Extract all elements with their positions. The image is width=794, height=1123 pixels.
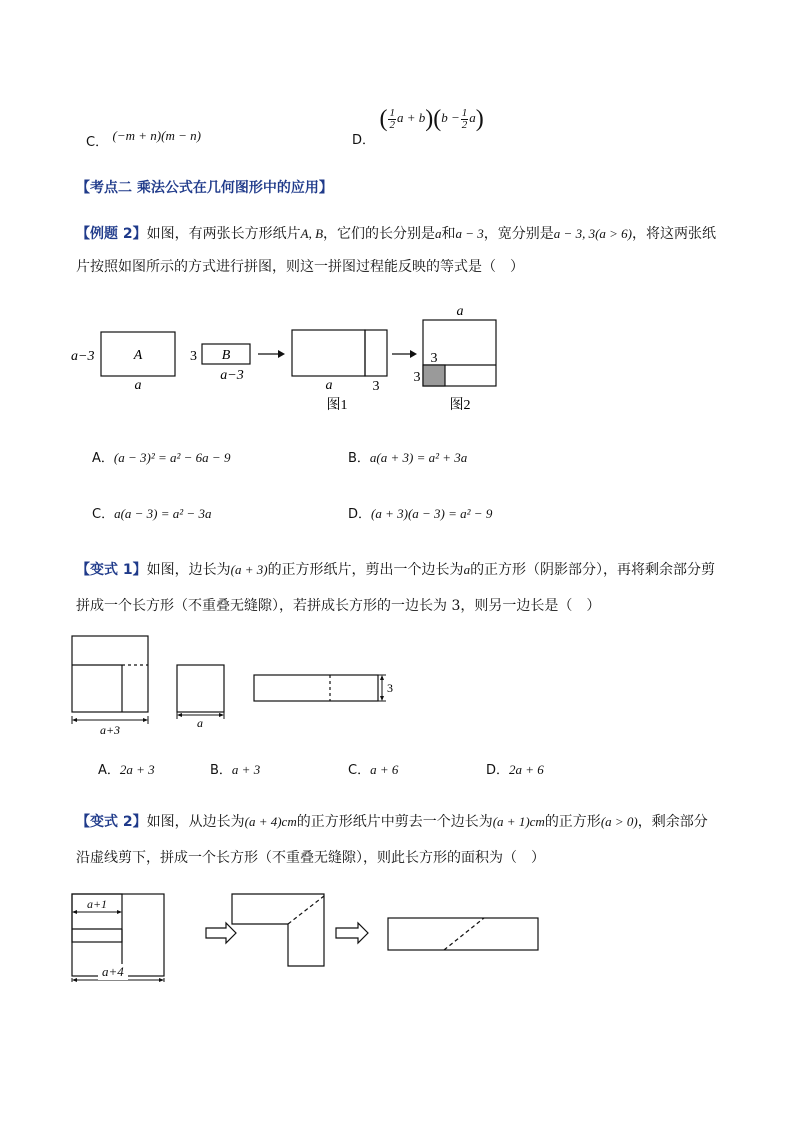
long-rectangle bbox=[254, 675, 378, 701]
label-b: B bbox=[221, 348, 231, 363]
v1-option-d: D．2a + 6 bbox=[486, 762, 544, 778]
option-c-row bbox=[86, 128, 201, 153]
variant2-figure bbox=[66, 886, 546, 986]
example2-line2: 片按照如图所示的方式进行拼图，则这一拼图过程能反映的等式是（ ） bbox=[76, 259, 524, 275]
variant-tag: 【变式 1】 bbox=[76, 562, 147, 578]
fig2-inner-3: 3 bbox=[430, 351, 438, 366]
label-b-side: 3 bbox=[190, 349, 197, 364]
fig2-shaded-square bbox=[423, 365, 445, 386]
label-a-bottom: a bbox=[134, 378, 142, 393]
option-d: D．(a + 3)(a − 3) = a² − 9 bbox=[348, 506, 493, 522]
label-a: A bbox=[133, 348, 143, 363]
option-expression: (−m + n)(m − n) bbox=[112, 128, 201, 143]
example2-figure bbox=[66, 300, 516, 418]
fig1-bottom-3: 3 bbox=[372, 379, 380, 394]
example-tag: 【例题 2】 bbox=[76, 226, 147, 242]
option-a: A．(a − 3)² = a² − 6a − 9 bbox=[92, 450, 231, 466]
example2-line1: 【例题 2】如图，有两张长方形纸片A, B，它们的长分别是a和a − 3，宽分别是a − 3, 3(a > 6)，将这两张纸 bbox=[76, 226, 716, 242]
fig2-left-3: 3 bbox=[413, 370, 421, 385]
fig1-right bbox=[365, 330, 387, 376]
fig2-caption: 图2 bbox=[449, 398, 471, 413]
variant1-figure bbox=[66, 630, 396, 740]
arrow-2-head bbox=[410, 350, 417, 358]
big-square bbox=[72, 636, 148, 712]
fig1-left bbox=[292, 330, 365, 376]
option-letter: C． bbox=[86, 135, 109, 150]
label-a-side: a−3 bbox=[71, 349, 95, 364]
v2-bottom-label: a+4 bbox=[98, 964, 128, 980]
variant1-line2: 拼成一个长方形（不重叠无缝隙），若拼成长方形的一边长为 3，则另一边长是（ ） bbox=[76, 598, 601, 614]
fig1-caption: 图1 bbox=[326, 398, 348, 413]
v1-option-c: C．a + 6 bbox=[348, 762, 399, 778]
variant1-line1: 【变式 1】如图，边长为(a + 3)的正方形纸片，剪出一个边长为a的正方形（阴影部分），再将剩余部分剪 bbox=[76, 562, 716, 578]
option-c: C．a(a − 3) = a² − 3a bbox=[92, 506, 212, 522]
v2-long-rectangle bbox=[388, 918, 538, 950]
v1-option-a: A．2a + 3 bbox=[98, 762, 155, 778]
variant-tag: 【变式 2】 bbox=[76, 814, 147, 830]
fig2-top-a: a bbox=[456, 304, 464, 319]
arrow-1-head bbox=[278, 350, 285, 358]
small-square-label: a bbox=[197, 716, 203, 730]
option-d-row bbox=[352, 108, 484, 148]
option-letter: D． bbox=[352, 133, 376, 149]
option-expression: ( $\frac{1}{2}$ a + b)(b − $\frac{1}{2}$ a) bbox=[379, 106, 484, 133]
fig1-bottom-a: a bbox=[325, 378, 333, 393]
big-square-label: a+3 bbox=[99, 723, 121, 737]
section-title: 【考点二 乘法公式在几何图形中的应用】 bbox=[76, 180, 333, 196]
option-b: B．a(a + 3) = a² + 3a bbox=[348, 450, 468, 466]
label-b-bottom: a−3 bbox=[220, 368, 244, 383]
rect-side-label: 3 bbox=[387, 681, 393, 695]
v2-top-label: a+1 bbox=[86, 897, 108, 911]
v1-option-b: B．a + 3 bbox=[210, 762, 261, 778]
l-shape bbox=[232, 894, 324, 966]
variant2-line2: 沿虚线剪下，拼成一个长方形（不重叠无缝隙），则此长方形的面积为（ ） bbox=[76, 850, 545, 866]
hollow-arrow-2 bbox=[336, 923, 368, 943]
variant2-line1: 【变式 2】如图，从边长为(a + 4)cm的正方形纸片中剪去一个边长为(a + 1)cm的正方形(a > 0)，剩余部分 bbox=[76, 814, 708, 830]
hollow-arrow-1 bbox=[206, 923, 236, 943]
small-square bbox=[177, 665, 224, 712]
